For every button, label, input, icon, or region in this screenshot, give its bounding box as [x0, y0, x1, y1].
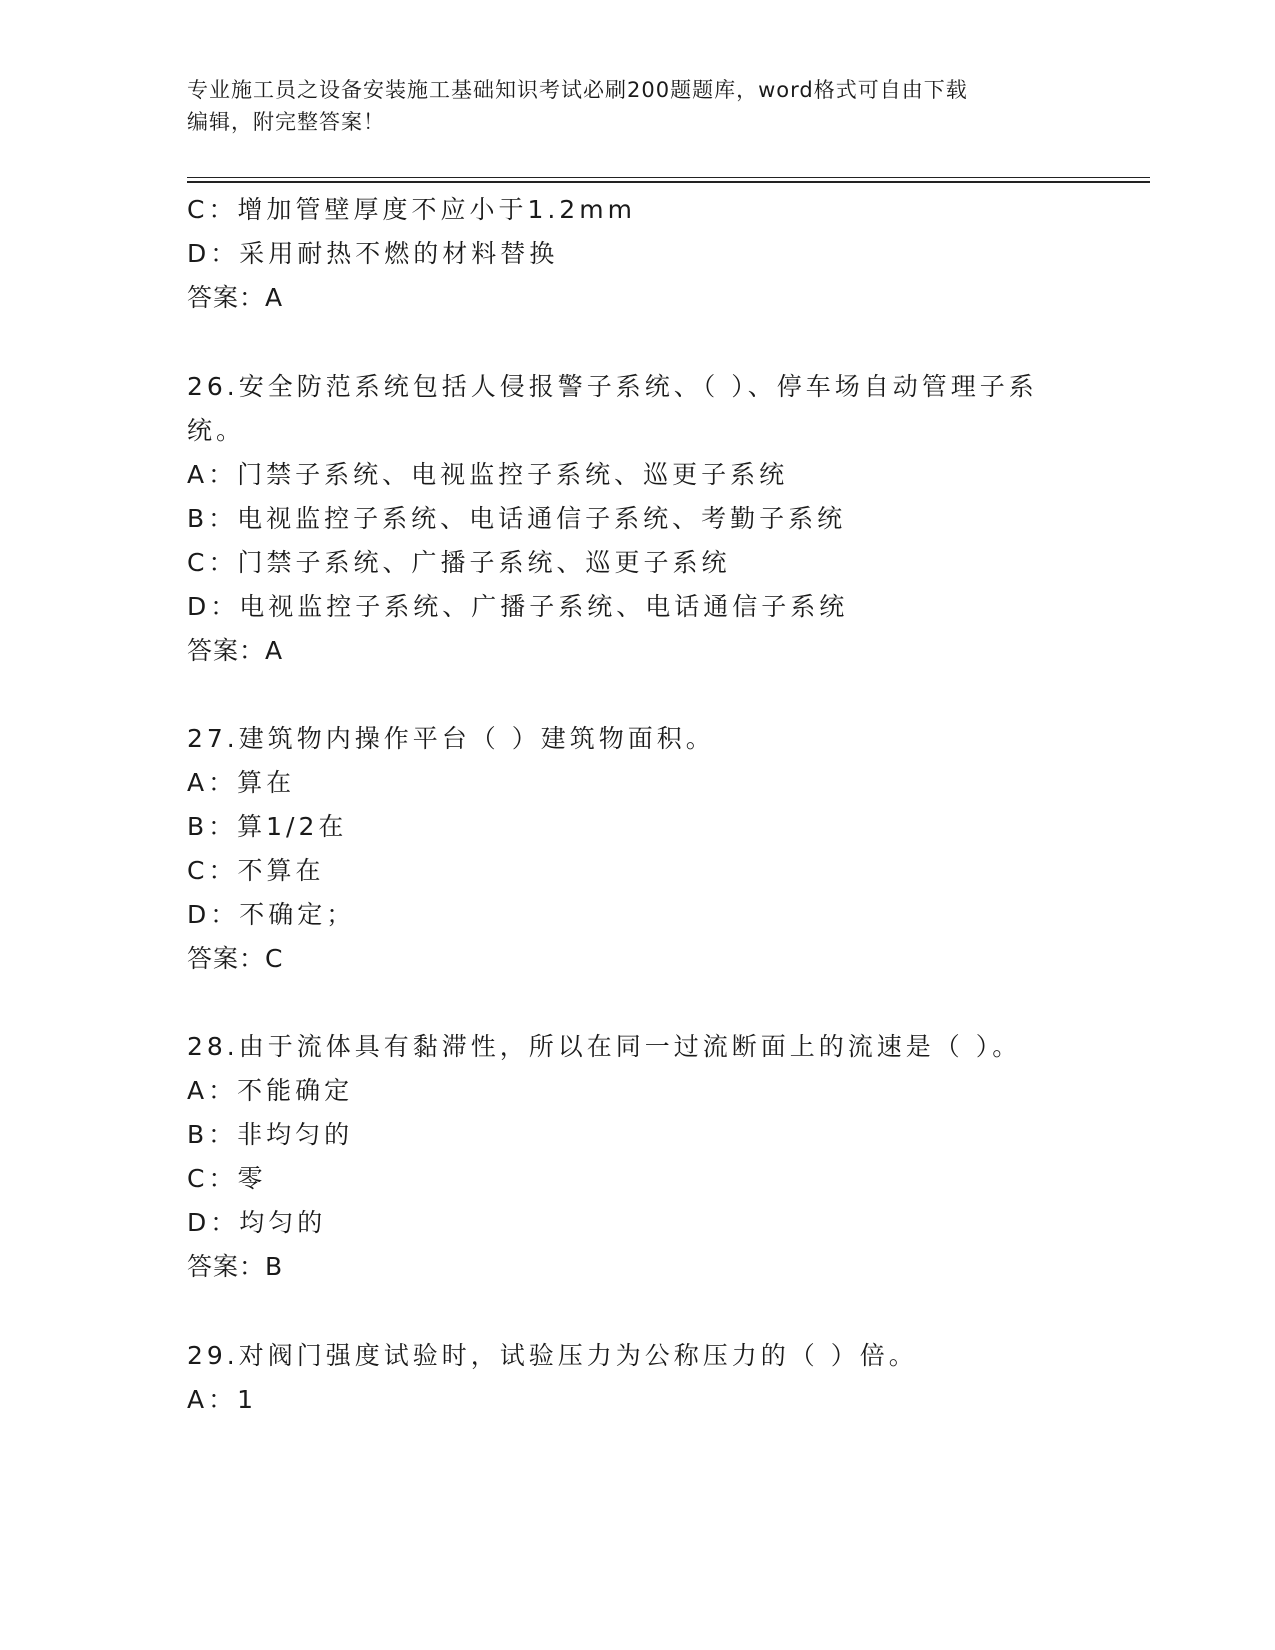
header-title-line-2: 编辑，附完整答案！ [187, 110, 385, 134]
q29-stem: 29.对阀门强度试验时，试验压力为公称压力的（ ）倍。 [187, 1341, 918, 1370]
header-divider-thin [187, 177, 1150, 178]
q26-option-b: B：电视监控子系统、电话通信子系统、考勤子系统 [187, 504, 847, 533]
q28-option-a: A：不能确定 [187, 1076, 354, 1105]
q26-option-a: A：门禁子系统、电视监控子系统、巡更子系统 [187, 460, 789, 489]
q28-option-b: B：非均匀的 [187, 1120, 354, 1149]
prev-option-c: C：增加管壁厚度不应小于1.2mm [187, 195, 636, 224]
q27-option-a: A：算在 [187, 768, 296, 797]
q27-option-b: B：算1/2在 [187, 812, 348, 841]
q26-option-c: C：门禁子系统、广播子系统、巡更子系统 [187, 548, 731, 577]
q27-option-c: C：不算在 [187, 856, 325, 885]
q28-option-c: C：零 [187, 1164, 267, 1193]
q27-answer: 答案：C [187, 944, 284, 973]
q26-stem-line-2: 统。 [187, 416, 246, 445]
document-header [187, 74, 1087, 138]
q26-answer: 答案：A [187, 636, 284, 665]
header-divider-thick [187, 181, 1150, 183]
prev-option-d: D：采用耐热不燃的材料替换 [187, 239, 559, 268]
q26-stem-line-1: 26.安全防范系统包括人侵报警子系统、（ ）、停车场自动管理子系 [187, 372, 1038, 401]
header-title-line-1: 专业施工员之设备安装施工基础知识考试必刷200题题库，word格式可自由下载 [187, 78, 968, 102]
q27-stem: 27.建筑物内操作平台（ ）建筑物面积。 [187, 724, 715, 753]
q27-option-d: D：不确定； [187, 900, 356, 929]
q26-option-d: D：电视监控子系统、广播子系统、电话通信子系统 [187, 592, 849, 621]
q28-stem: 28.由于流体具有黏滞性，所以在同一过流断面上的流速是（ ）。 [187, 1032, 1022, 1061]
q28-answer: 答案：B [187, 1252, 284, 1281]
prev-answer: 答案：A [187, 283, 284, 312]
q28-option-d: D：均匀的 [187, 1208, 327, 1237]
q29-option-a: A：1 [187, 1385, 258, 1414]
